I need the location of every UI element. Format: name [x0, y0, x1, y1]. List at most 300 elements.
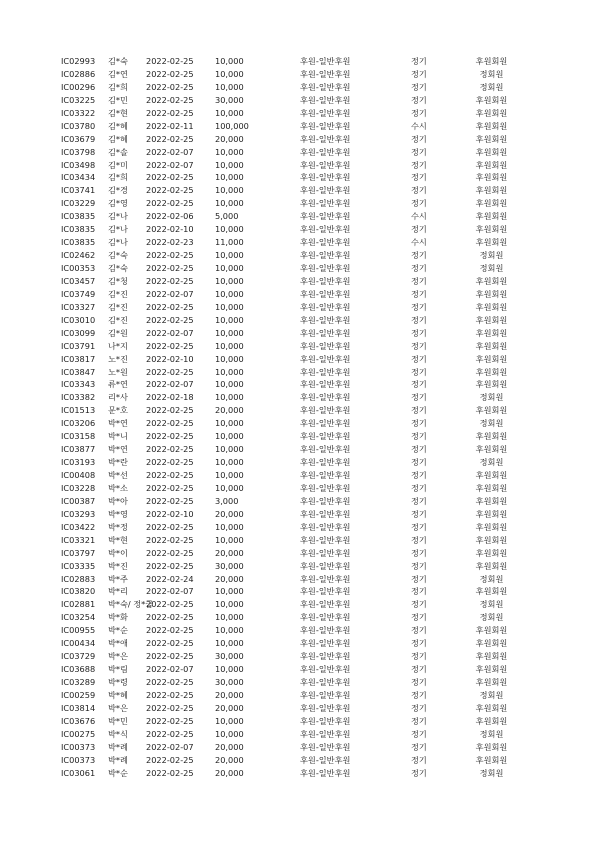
donation-date-cell: 2022-02-25	[146, 728, 194, 739]
table-row	[0, 210, 600, 223]
donor-id-cell: IC02881	[61, 599, 96, 610]
donation-cycle-cell: 정기	[411, 353, 427, 364]
donation-cycle-cell: 정기	[411, 482, 427, 493]
donation-type-cell: 후원-일반후원	[300, 120, 351, 131]
table-row	[0, 133, 600, 146]
donation-amount-cell: 10,000	[215, 418, 244, 429]
table-row	[0, 689, 600, 702]
donation-type-cell: 후원-일반후원	[300, 340, 351, 351]
donation-cycle-cell: 정기	[411, 81, 427, 92]
donation-date-cell: 2022-02-25	[146, 651, 194, 662]
donor-name-cell: 박*순	[108, 625, 128, 636]
donation-type-cell: 후원-일반후원	[300, 470, 351, 480]
donation-cycle-cell: 수시	[411, 237, 427, 248]
donation-cycle-cell: 정기	[411, 340, 427, 351]
donation-amount-cell: 10,000	[215, 81, 244, 92]
table-row	[0, 378, 600, 391]
donor-id-cell: IC03322	[61, 107, 96, 118]
donation-amount-cell: 10,000	[215, 107, 244, 118]
donor-id-cell: IC03099	[61, 327, 96, 338]
table-row	[0, 728, 600, 741]
donation-type-cell: 후원-일반후원	[300, 625, 351, 636]
donor-name-cell: 박*니	[108, 431, 128, 442]
donation-type-cell: 후원-일반후원	[300, 612, 351, 623]
donor-name-cell: 문*호	[108, 405, 128, 416]
donation-type-cell: 후원-일반후원	[300, 68, 351, 79]
donation-amount-cell: 10,000	[215, 715, 244, 726]
donation-cycle-cell: 정기	[411, 392, 427, 403]
donor-name-cell: 박*연	[108, 444, 128, 455]
donation-date-cell: 2022-02-25	[146, 715, 194, 726]
donation-type-cell: 후원-일반후원	[300, 353, 351, 364]
donation-type-cell: 후원-일반후원	[300, 457, 351, 468]
donor-id-cell: IC03254	[61, 612, 96, 623]
donation-date-cell: 2022-02-25	[146, 198, 194, 209]
donation-type-cell: 후원-일반후원	[300, 677, 351, 687]
table-row	[0, 120, 600, 133]
donation-cycle-cell: 정기	[411, 715, 427, 726]
donation-cycle-cell: 정기	[411, 366, 427, 377]
table-row	[0, 249, 600, 262]
donation-date-cell: 2022-02-10	[146, 508, 194, 519]
donation-cycle-cell: 정기	[411, 547, 427, 558]
table-row	[0, 223, 600, 236]
donation-amount-cell: 20,000	[215, 754, 244, 765]
member-type-cell: 후원회원	[475, 638, 508, 649]
member-type-cell: 후원회원	[475, 288, 508, 299]
donor-name-cell: 박*란	[108, 457, 128, 468]
donation-cycle-cell: 정기	[411, 263, 427, 273]
donation-date-cell: 2022-02-18	[146, 392, 194, 403]
donation-cycle-cell: 정기	[411, 702, 427, 713]
donor-name-cell: 김*경	[108, 185, 128, 196]
member-type-cell: 후원회원	[475, 211, 508, 222]
donor-id-cell: IC00408	[61, 470, 96, 480]
donation-type-cell: 후원-일반후원	[300, 405, 351, 416]
table-row	[0, 573, 600, 586]
member-type-cell: 후원회원	[475, 741, 508, 752]
donor-name-cell: 김*숙	[108, 250, 128, 261]
donor-id-cell: IC03293	[61, 508, 96, 519]
donation-type-cell: 후원-일반후원	[300, 418, 351, 429]
table-row	[0, 637, 600, 650]
table-row	[0, 184, 600, 197]
donation-cycle-cell: 정기	[411, 198, 427, 209]
donor-name-cell: 김*혜	[108, 133, 128, 144]
donation-type-cell: 후원-일반후원	[300, 133, 351, 144]
table-row	[0, 560, 600, 573]
donor-id-cell: IC03741	[61, 185, 96, 196]
donation-cycle-cell: 정기	[411, 379, 427, 390]
donation-date-cell: 2022-02-25	[146, 81, 194, 92]
donation-cycle-cell: 정기	[411, 638, 427, 649]
member-type-cell: 정회원	[479, 599, 504, 610]
donation-date-cell: 2022-02-25	[146, 366, 194, 377]
donation-cycle-cell: 정기	[411, 457, 427, 468]
table-row	[0, 767, 600, 780]
donation-amount-cell: 10,000	[215, 250, 244, 261]
member-type-cell: 후원회원	[475, 224, 508, 235]
donation-cycle-cell: 정기	[411, 586, 427, 597]
table-row	[0, 521, 600, 534]
member-type-cell: 후원회원	[475, 625, 508, 636]
donation-amount-cell: 10,000	[215, 379, 244, 390]
donor-id-cell: IC03206	[61, 418, 96, 429]
donation-amount-cell: 10,000	[215, 185, 244, 196]
donor-id-cell: IC03817	[61, 353, 96, 364]
donor-id-cell: IC03343	[61, 379, 96, 390]
donation-date-cell: 2022-02-25	[146, 275, 194, 286]
donor-name-cell: 박*주	[108, 573, 128, 584]
donor-name-cell: 리*사	[108, 392, 128, 403]
donor-id-cell: IC00275	[61, 728, 96, 739]
donor-name-cell: 박*순	[108, 767, 128, 778]
donation-amount-cell: 20,000	[215, 133, 244, 144]
donation-date-cell: 2022-02-25	[146, 68, 194, 79]
donor-id-cell: IC03797	[61, 547, 96, 558]
donation-date-cell: 2022-02-07	[146, 586, 194, 597]
donation-amount-cell: 10,000	[215, 534, 244, 545]
donation-type-cell: 후원-일반후원	[300, 288, 351, 299]
donation-type-cell: 후원-일반후원	[300, 172, 351, 183]
donation-date-cell: 2022-02-07	[146, 379, 194, 390]
donor-id-cell: IC03749	[61, 288, 96, 299]
donation-date-cell: 2022-02-07	[146, 146, 194, 157]
donation-date-cell: 2022-02-23	[146, 237, 194, 248]
donor-name-cell: 박*식	[108, 728, 128, 739]
donation-type-cell: 후원-일반후원	[300, 146, 351, 157]
member-type-cell: 후원회원	[475, 146, 508, 157]
donation-amount-cell: 10,000	[215, 327, 244, 338]
donation-cycle-cell: 정기	[411, 599, 427, 610]
table-row	[0, 197, 600, 210]
member-type-cell: 후원회원	[475, 120, 508, 131]
donation-type-cell: 후원-일반후원	[300, 599, 351, 610]
member-type-cell: 후원회원	[475, 651, 508, 662]
donor-name-cell: 김*청	[108, 275, 128, 286]
donation-amount-cell: 10,000	[215, 288, 244, 299]
donation-type-cell: 후원-일반후원	[300, 702, 351, 713]
donation-amount-cell: 20,000	[215, 508, 244, 519]
donation-cycle-cell: 정기	[411, 431, 427, 442]
table-row	[0, 417, 600, 430]
donation-type-cell: 후원-일반후원	[300, 211, 351, 222]
donor-id-cell: IC03010	[61, 314, 96, 325]
donation-amount-cell: 20,000	[215, 767, 244, 778]
donor-id-cell: IC03847	[61, 366, 96, 377]
table-row	[0, 650, 600, 663]
member-type-cell: 후원회원	[475, 586, 508, 597]
donation-date-cell: 2022-02-25	[146, 133, 194, 144]
donation-cycle-cell: 정기	[411, 418, 427, 429]
donation-cycle-cell: 정기	[411, 159, 427, 170]
donor-name-cell: 박*혜	[108, 689, 128, 700]
table-row	[0, 327, 600, 340]
donation-amount-cell: 30,000	[215, 560, 244, 571]
table-row	[0, 146, 600, 159]
donor-name-cell: 김*희	[108, 81, 128, 92]
member-type-cell: 후원회원	[475, 431, 508, 442]
donor-name-cell: 박*현	[108, 534, 128, 545]
donor-id-cell: IC03877	[61, 444, 96, 455]
table-row	[0, 741, 600, 754]
donation-amount-cell: 10,000	[215, 521, 244, 532]
member-type-cell: 정회원	[479, 728, 504, 739]
member-type-cell: 후원회원	[475, 185, 508, 196]
donor-name-cell: 박*은	[108, 651, 128, 662]
table-row	[0, 107, 600, 120]
donor-name-cell: 박*진	[108, 560, 128, 571]
table-row	[0, 663, 600, 676]
donor-name-cell: 박*리	[108, 586, 128, 597]
donation-type-cell: 후원-일반후원	[300, 94, 351, 105]
table-row	[0, 391, 600, 404]
member-type-cell: 정회원	[479, 767, 504, 778]
donation-type-cell: 후원-일반후원	[300, 534, 351, 545]
donor-name-cell: 박*례	[108, 741, 128, 752]
donation-type-cell: 후원-일반후원	[300, 185, 351, 196]
donation-amount-cell: 10,000	[215, 353, 244, 364]
donation-cycle-cell: 정기	[411, 94, 427, 105]
table-row	[0, 275, 600, 288]
donation-cycle-cell: 정기	[411, 664, 427, 675]
donor-id-cell: IC03228	[61, 482, 96, 493]
donation-cycle-cell: 정기	[411, 612, 427, 623]
donation-amount-cell: 10,000	[215, 224, 244, 235]
table-row	[0, 81, 600, 94]
member-type-cell: 후원회원	[475, 275, 508, 286]
donation-type-cell: 후원-일반후원	[300, 728, 351, 739]
donor-id-cell: IC03457	[61, 275, 96, 286]
donation-type-cell: 후원-일반후원	[300, 301, 351, 312]
donation-cycle-cell: 정기	[411, 741, 427, 752]
table-row	[0, 482, 600, 495]
donor-name-cell: 김*영	[108, 198, 128, 209]
donation-cycle-cell: 정기	[411, 327, 427, 338]
member-type-cell: 후원회원	[475, 159, 508, 170]
donor-id-cell: IC02993	[61, 56, 96, 66]
member-type-cell: 정회원	[479, 612, 504, 623]
donation-cycle-cell: 정기	[411, 301, 427, 312]
donation-type-cell: 후원-일반후원	[300, 444, 351, 455]
donor-name-cell: 김*솔	[108, 146, 128, 157]
member-type-cell: 후원회원	[475, 508, 508, 519]
donation-cycle-cell: 정기	[411, 521, 427, 532]
donor-id-cell: IC00387	[61, 495, 96, 506]
table-row	[0, 547, 600, 560]
donor-id-cell: IC03158	[61, 431, 96, 442]
member-type-cell: 후원회원	[475, 444, 508, 455]
donation-type-cell: 후원-일반후원	[300, 767, 351, 778]
donation-cycle-cell: 정기	[411, 689, 427, 700]
member-type-cell: 정회원	[479, 418, 504, 429]
donation-date-cell: 2022-02-25	[146, 94, 194, 105]
donor-name-cell: 김*연	[108, 68, 128, 79]
donor-id-cell: IC00373	[61, 741, 96, 752]
donation-date-cell: 2022-02-25	[146, 689, 194, 700]
donation-type-cell: 후원-일반후원	[300, 263, 351, 273]
table-row	[0, 624, 600, 637]
donation-amount-cell: 10,000	[215, 159, 244, 170]
member-type-cell: 후원회원	[475, 521, 508, 532]
donation-amount-cell: 10,000	[215, 56, 244, 66]
donation-type-cell: 후원-일반후원	[300, 198, 351, 209]
donor-name-cell: 박*화	[108, 612, 128, 623]
table-row	[0, 159, 600, 172]
donation-cycle-cell: 정기	[411, 314, 427, 325]
donation-amount-cell: 5,000	[215, 211, 239, 222]
donor-name-cell: 박*소	[108, 482, 128, 493]
donation-cycle-cell: 정기	[411, 444, 427, 455]
donation-date-cell: 2022-02-25	[146, 638, 194, 649]
table-row	[0, 702, 600, 715]
donation-type-cell: 후원-일반후원	[300, 482, 351, 493]
donation-cycle-cell: 정기	[411, 677, 427, 687]
donation-date-cell: 2022-02-25	[146, 495, 194, 506]
member-type-cell: 후원회원	[475, 560, 508, 571]
table-row	[0, 715, 600, 728]
donation-date-cell: 2022-02-25	[146, 625, 194, 636]
donation-cycle-cell: 정기	[411, 68, 427, 79]
donation-amount-cell: 20,000	[215, 573, 244, 584]
member-type-cell: 후원회원	[475, 379, 508, 390]
donation-date-cell: 2022-02-25	[146, 185, 194, 196]
donation-type-cell: 후원-일반후원	[300, 327, 351, 338]
member-type-cell: 후원회원	[475, 405, 508, 416]
member-type-cell: 후원회원	[475, 470, 508, 480]
donor-name-cell: 노*진	[108, 353, 128, 364]
member-type-cell: 후원회원	[475, 366, 508, 377]
donation-type-cell: 후원-일반후원	[300, 508, 351, 519]
donor-name-cell: 김*희	[108, 172, 128, 183]
donation-amount-cell: 10,000	[215, 146, 244, 157]
table-row	[0, 598, 600, 611]
donor-id-cell: IC00259	[61, 689, 96, 700]
donor-id-cell: IC03422	[61, 521, 96, 532]
donation-type-cell: 후원-일반후원	[300, 250, 351, 261]
member-type-cell: 정회원	[479, 68, 504, 79]
table-row	[0, 301, 600, 314]
donor-name-cell: 박*령	[108, 677, 128, 687]
donor-id-cell: IC03835	[61, 211, 96, 222]
donation-amount-cell: 10,000	[215, 198, 244, 209]
donation-type-cell: 후원-일반후원	[300, 741, 351, 752]
table-row	[0, 55, 600, 68]
donation-type-cell: 후원-일반후원	[300, 159, 351, 170]
donation-amount-cell: 10,000	[215, 68, 244, 79]
donation-amount-cell: 10,000	[215, 444, 244, 455]
member-type-cell: 후원회원	[475, 677, 508, 687]
donation-date-cell: 2022-02-25	[146, 457, 194, 468]
donation-date-cell: 2022-02-25	[146, 431, 194, 442]
table-row	[0, 430, 600, 443]
donor-id-cell: IC03193	[61, 457, 96, 468]
donation-cycle-cell: 정기	[411, 224, 427, 235]
donor-id-cell: IC00955	[61, 625, 96, 636]
donation-amount-cell: 10,000	[215, 275, 244, 286]
donation-type-cell: 후원-일반후원	[300, 366, 351, 377]
donation-type-cell: 후원-일반후원	[300, 560, 351, 571]
member-type-cell: 후원회원	[475, 664, 508, 675]
member-type-cell: 후원회원	[475, 107, 508, 118]
donor-id-cell: IC03688	[61, 664, 96, 675]
donor-id-cell: IC03820	[61, 586, 96, 597]
donor-name-cell: 김*미	[108, 159, 128, 170]
donation-amount-cell: 10,000	[215, 728, 244, 739]
member-type-cell: 후원회원	[475, 301, 508, 312]
donation-type-cell: 후원-일반후원	[300, 638, 351, 649]
donation-date-cell: 2022-02-25	[146, 521, 194, 532]
donation-type-cell: 후원-일반후원	[300, 392, 351, 403]
donation-amount-cell: 20,000	[215, 689, 244, 700]
donation-amount-cell: 30,000	[215, 677, 244, 687]
donor-id-cell: IC01513	[61, 405, 96, 416]
donation-amount-cell: 10,000	[215, 599, 244, 610]
donation-date-cell: 2022-02-11	[146, 120, 194, 131]
donor-name-cell: 박*이	[108, 547, 128, 558]
donation-type-cell: 후원-일반후원	[300, 107, 351, 118]
member-type-cell: 정회원	[479, 81, 504, 92]
donation-amount-cell: 30,000	[215, 94, 244, 105]
donation-type-cell: 후원-일반후원	[300, 715, 351, 726]
donor-name-cell: 박*숙/ 정*금	[108, 599, 154, 610]
donor-id-cell: IC00353	[61, 263, 96, 273]
donation-type-cell: 후원-일반후원	[300, 314, 351, 325]
table-row	[0, 754, 600, 767]
donation-date-cell: 2022-02-06	[146, 211, 194, 222]
table-row	[0, 469, 600, 482]
donation-type-cell: 후원-일반후원	[300, 237, 351, 248]
donation-date-cell: 2022-02-25	[146, 754, 194, 765]
donation-amount-cell: 10,000	[215, 457, 244, 468]
donation-type-cell: 후원-일반후원	[300, 56, 351, 66]
table-row	[0, 508, 600, 521]
donor-id-cell: IC03791	[61, 340, 96, 351]
table-row	[0, 676, 600, 689]
donation-date-cell: 2022-02-25	[146, 405, 194, 416]
donation-type-cell: 후원-일반후원	[300, 495, 351, 506]
donor-id-cell: IC03835	[61, 237, 96, 248]
donor-id-cell: IC03835	[61, 224, 96, 235]
donor-id-cell: IC03289	[61, 677, 96, 687]
donation-date-cell: 2022-02-25	[146, 444, 194, 455]
donor-id-cell: IC03498	[61, 159, 96, 170]
donor-name-cell: 김*진	[108, 314, 128, 325]
donor-name-cell: 노*원	[108, 366, 128, 377]
donation-date-cell: 2022-02-25	[146, 612, 194, 623]
donation-cycle-cell: 정기	[411, 625, 427, 636]
donation-date-cell: 2022-02-25	[146, 599, 194, 610]
donation-type-cell: 후원-일반후원	[300, 81, 351, 92]
donor-name-cell: 김*나	[108, 237, 128, 248]
donation-amount-cell: 20,000	[215, 741, 244, 752]
donor-name-cell: 김*나	[108, 211, 128, 222]
donation-amount-cell: 20,000	[215, 547, 244, 558]
donor-id-cell: IC00434	[61, 638, 96, 649]
donor-id-cell: IC00296	[61, 81, 96, 92]
donor-name-cell: 김*숙	[108, 56, 128, 66]
donation-amount-cell: 10,000	[215, 392, 244, 403]
donation-date-cell: 2022-02-25	[146, 534, 194, 545]
donation-amount-cell: 10,000	[215, 470, 244, 480]
donation-cycle-cell: 정기	[411, 56, 427, 66]
donor-id-cell: IC03327	[61, 301, 96, 312]
table-row	[0, 288, 600, 301]
donor-id-cell: IC03229	[61, 198, 96, 209]
donation-type-cell: 후원-일반후원	[300, 547, 351, 558]
donation-date-cell: 2022-02-10	[146, 224, 194, 235]
donor-name-cell: 김*나	[108, 224, 128, 235]
